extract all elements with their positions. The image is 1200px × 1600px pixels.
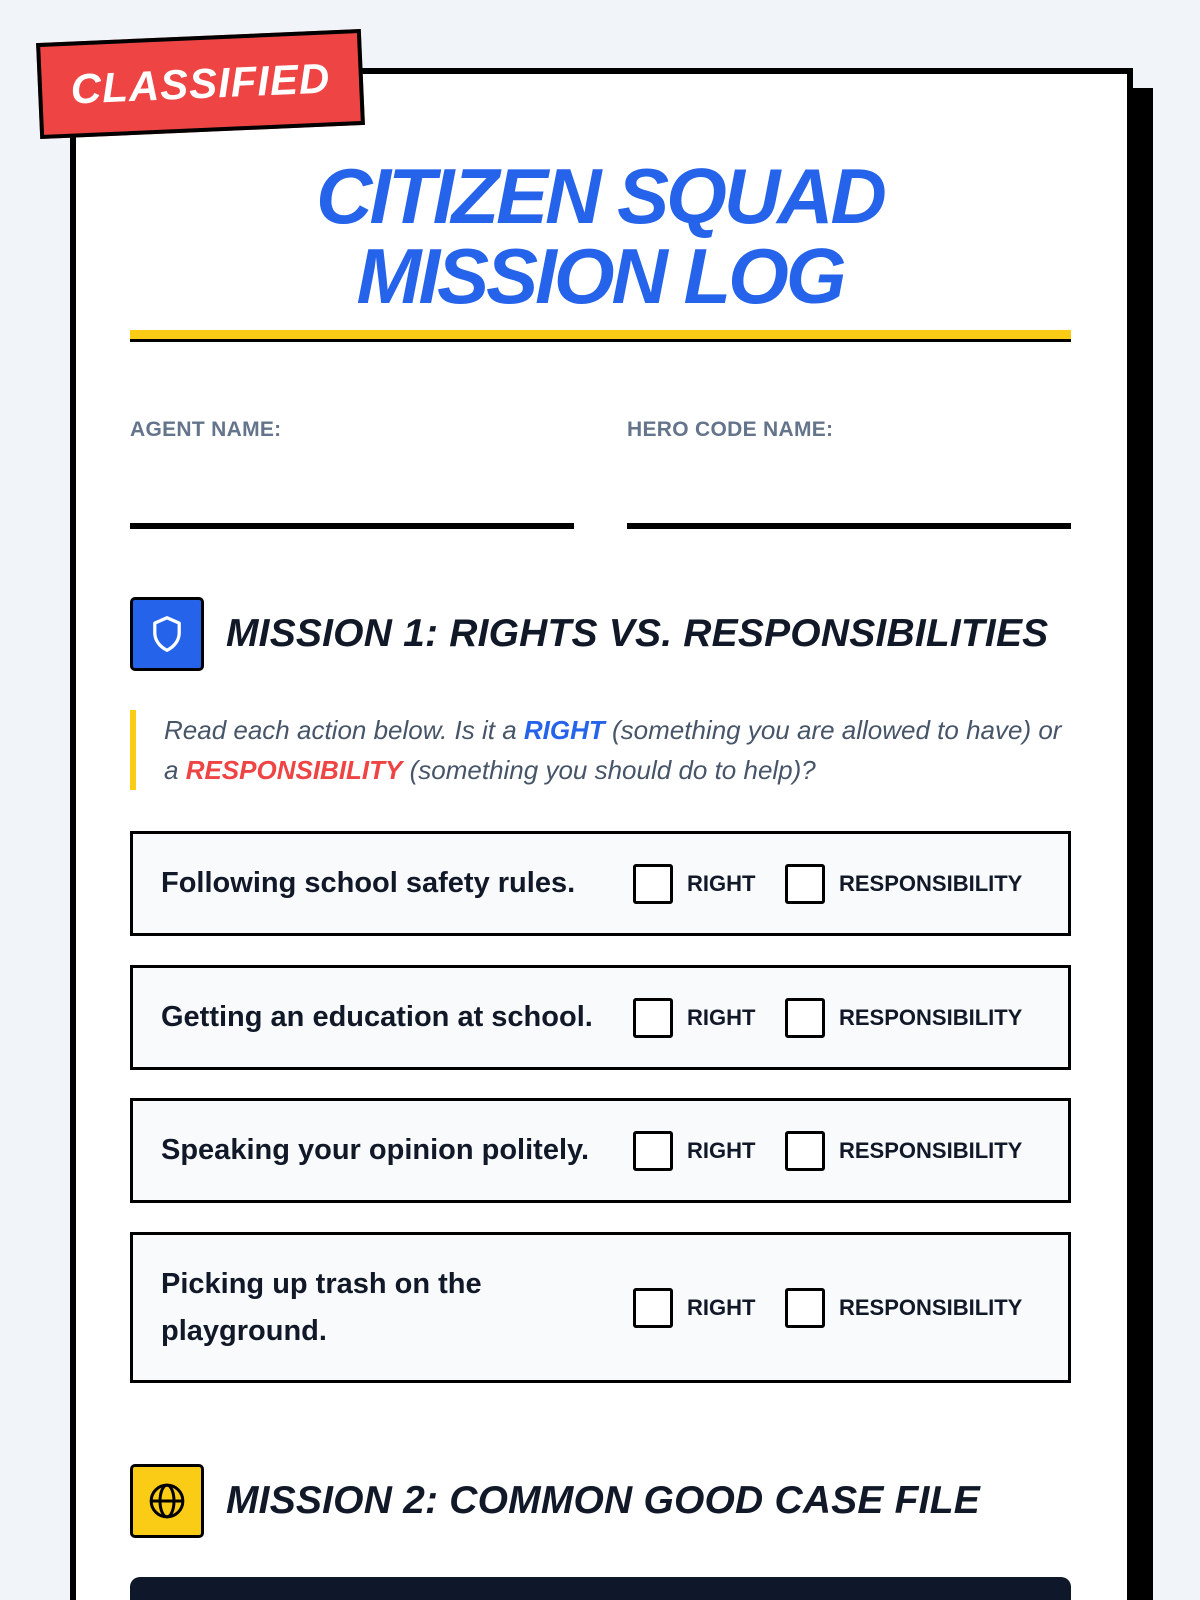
title-line-1: CITIZEN SQUAD [316, 152, 884, 240]
page-title [130, 152, 1070, 320]
right-label: RIGHT [687, 1004, 756, 1030]
case-file-panel [130, 1577, 1071, 1600]
mission-1-instructions [130, 710, 1071, 790]
shield-icon [130, 597, 204, 671]
right-label: RIGHT [687, 870, 756, 896]
title-line-2: MISSION LOG [356, 232, 844, 320]
responsibility-checkbox[interactable] [785, 1131, 825, 1171]
right-checkbox[interactable] [633, 1288, 673, 1328]
mission-2-title: MISSION 2: COMMON GOOD CASE FILE [226, 1479, 980, 1522]
responsibility-checkbox[interactable] [785, 864, 825, 904]
item-text: Speaking your opinion politely. [161, 1134, 590, 1166]
list-item [130, 1098, 1071, 1203]
responsibility-label: RESPONSIBILITY [839, 1137, 1023, 1163]
mission-1-title: MISSION 1: RIGHTS VS. RESPONSIBILITIES [226, 612, 1049, 655]
item-text: Picking up trash on the playground. [161, 1267, 482, 1347]
instructions-right-word: RIGHT [523, 715, 605, 745]
mission-2-header [130, 1464, 980, 1538]
item-text: Following school safety rules. [161, 867, 576, 899]
item-text: Getting an education at school. [161, 1001, 593, 1033]
right-checkbox[interactable] [633, 864, 673, 904]
instructions-responsibility-word: RESPONSIBILITY [185, 755, 403, 785]
list-item [130, 1232, 1071, 1383]
responsibility-checkbox[interactable] [785, 1288, 825, 1328]
responsibility-label: RESPONSIBILITY [839, 870, 1023, 896]
responsibility-checkbox[interactable] [785, 998, 825, 1038]
instructions-text-1: Read each action below. Is it a [164, 715, 524, 745]
hero-code-name-field[interactable] [627, 523, 1071, 529]
agent-name-label: AGENT NAME: [130, 418, 282, 441]
globe-icon [130, 1464, 204, 1538]
hero-code-name-label: HERO CODE NAME: [627, 418, 834, 441]
mission-1-header [130, 597, 1048, 671]
right-checkbox[interactable] [633, 998, 673, 1038]
instructions-text-2: (something you are allowed to have) or a [164, 715, 1062, 785]
list-item [130, 831, 1071, 936]
responsibility-label: RESPONSIBILITY [839, 1004, 1023, 1030]
list-item [130, 965, 1071, 1070]
responsibility-label: RESPONSIBILITY [839, 1294, 1023, 1320]
instructions-text-3: (something you should do to help)? [402, 755, 816, 785]
classified-stamp: CLASSIFIED [36, 29, 365, 139]
title-divider [130, 330, 1071, 342]
right-label: RIGHT [687, 1137, 756, 1163]
agent-name-field[interactable] [130, 523, 574, 529]
right-checkbox[interactable] [633, 1131, 673, 1171]
right-label: RIGHT [687, 1294, 756, 1320]
